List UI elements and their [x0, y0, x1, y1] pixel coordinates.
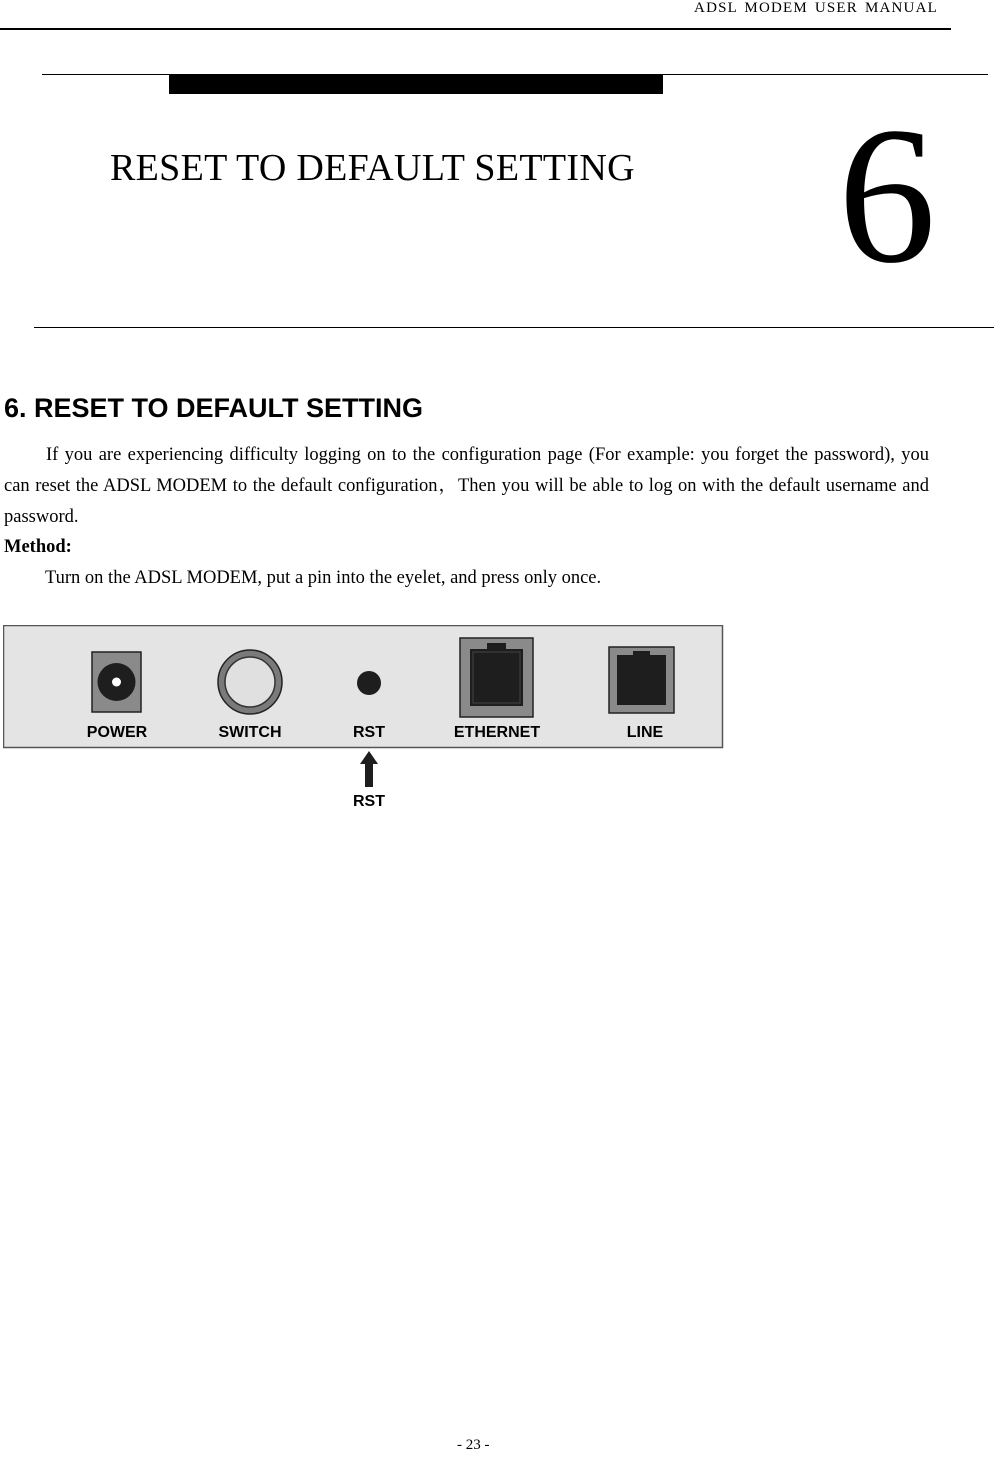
section-heading: 6. RESET TO DEFAULT SETTING	[4, 393, 424, 423]
port-label-power: POWER	[86, 724, 148, 741]
ethernet-port-icon	[460, 638, 533, 717]
port-label-switch: SWITCH	[218, 724, 282, 741]
method-label: Method:	[4, 537, 72, 557]
intro-paragraph: If you are experiencing difficulty logging on to the configuration page (For example: you forget the password), you can reset the ADSL MODEM to the default configuration，Then you will be able to log on with the default username and password.	[4, 445, 929, 527]
pointer-label-rst: RST	[353, 793, 385, 810]
port-label-rst: RST	[353, 724, 385, 741]
chapter-rule-bottom	[34, 327, 994, 328]
power-jack-icon	[92, 652, 141, 712]
chapter-number: 6	[838, 87, 936, 304]
running-header: ADSL MODEM USER MANUAL	[694, 0, 938, 16]
arrow-up-icon	[360, 751, 378, 787]
chapter-black-bar	[169, 74, 663, 94]
port-label-ethernet: ETHERNET	[453, 724, 541, 741]
switch-button-icon	[218, 650, 282, 714]
line-port-icon	[609, 647, 674, 713]
reset-hole-icon	[357, 671, 381, 695]
method-text: Turn on the ADSL MODEM, put a pin into the eyelet, and press only once.	[45, 568, 602, 588]
port-label-line: LINE	[626, 724, 664, 741]
header-rule	[0, 28, 951, 30]
modem-back-panel-figure	[3, 625, 725, 811]
chapter-title: RESET TO DEFAULT SETTING	[110, 147, 635, 189]
page-number: - 23 -	[457, 1437, 490, 1453]
